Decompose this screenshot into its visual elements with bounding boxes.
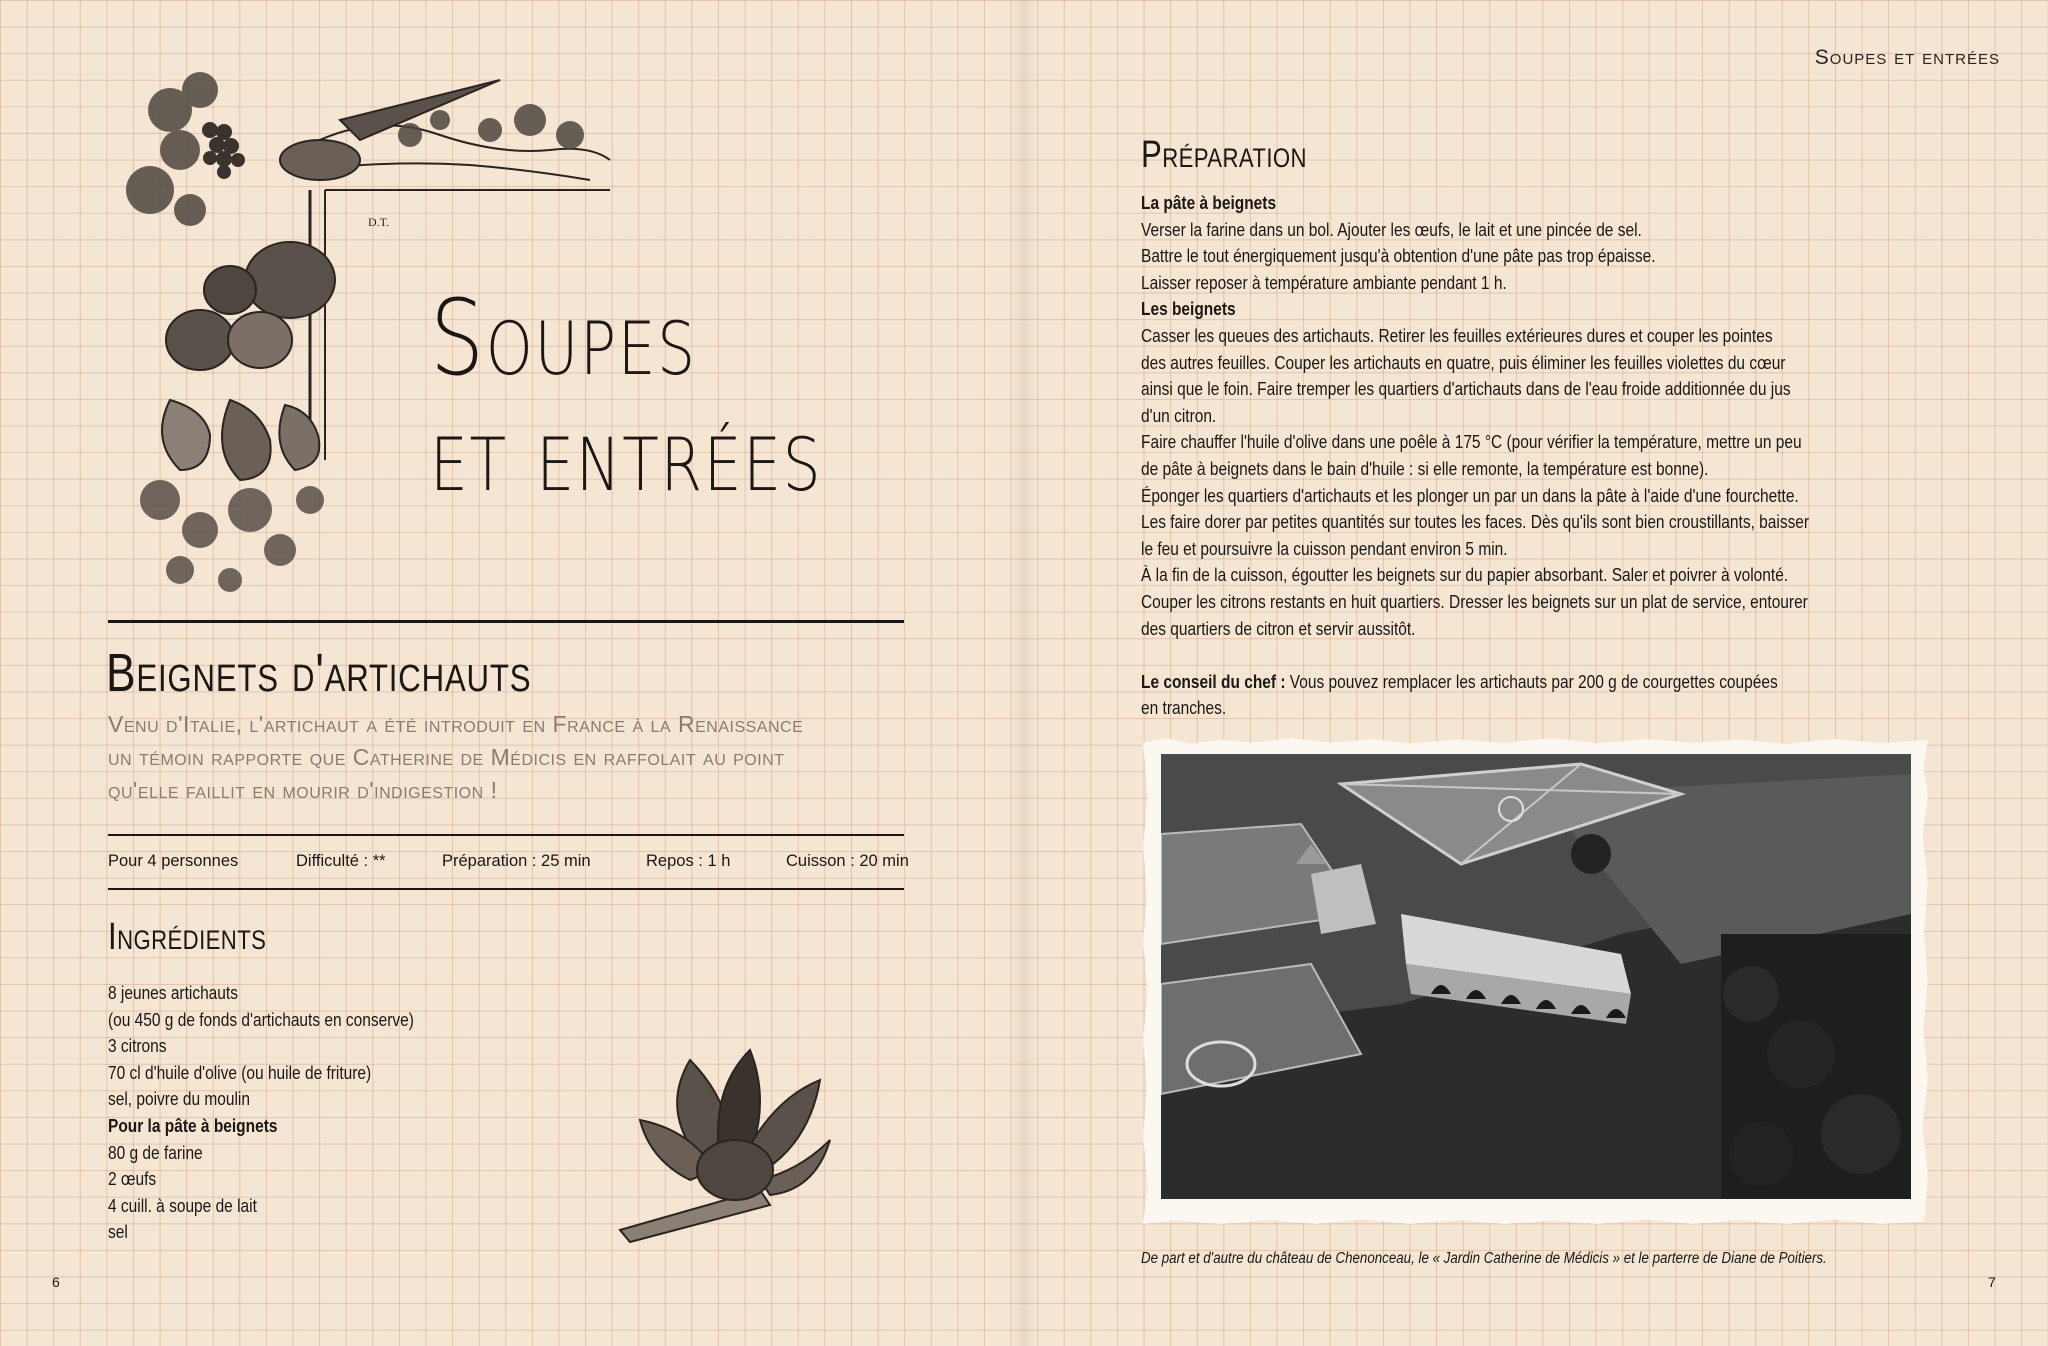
step-line: le feu et poursuivre la cuisson pendant environ 5 min. — [1141, 538, 1508, 559]
recipe-intro-line: Venu d'Italie, l'artichaut a été introduit en France à la Renaissance — [108, 711, 804, 737]
servings: Pour 4 personnes — [108, 852, 239, 870]
photo-caption: De part et d'autre du château de Chenonceau, le « Jardin Catherine de Médicis » et le parterre de Diane de Poitiers. — [1141, 1250, 1827, 1267]
step-line: Laisser reposer à température ambiante pendant 1 h. — [1141, 272, 1507, 293]
ingredients-heading: Ingrédients — [108, 916, 267, 958]
step-line: À la fin de la cuisson, égoutter les beignets sur du papier absorbant. Saler et poivrer à volonté. — [1141, 565, 1789, 586]
running-header: Soupes et entrées — [1814, 46, 2000, 69]
ingredient-item: 2 œufs — [108, 1169, 157, 1190]
step-line: Verser la farine dans un bol. Ajouter les œufs, le lait et une pincée de sel. — [1141, 219, 1642, 240]
batter-subheading: La pâte à beignets — [1141, 193, 1277, 213]
ingredient-item: sel, poivre du moulin — [108, 1089, 250, 1110]
chapter-title-line-1: Soupes — [430, 277, 697, 399]
step-line: de pâte à beignets dans le bain d'huile : si elle remonte, la température est bonne). — [1141, 458, 1709, 479]
rest-time: Repos : 1 h — [646, 852, 731, 870]
step-line: Faire chauffer l'huile d'olive dans une poêle à 175 °C (pour vérifier la température, mettre un peu — [1141, 432, 1802, 453]
ingredient-item: sel — [108, 1222, 128, 1243]
preparation-heading: Préparation — [1141, 134, 1307, 176]
ingredient-item: 80 g de farine — [108, 1142, 203, 1163]
step-line: d'un citron. — [1141, 405, 1217, 426]
step-line: Éponger les quartiers d'artichauts et les plonger un par un dans la pâte à l'aide d'une fourchette. — [1141, 485, 1799, 506]
batter-subheading: Pour la pâte à beignets — [108, 1115, 278, 1136]
title-rule-top — [108, 620, 904, 623]
ingredient-item: (ou 450 g de fonds d'artichauts en conserve) — [108, 1009, 414, 1030]
recipe-intro — [108, 708, 868, 807]
cooking-time: Cuisson : 20 min — [786, 852, 909, 870]
difficulty: Difficulté : ** — [296, 852, 386, 870]
ingredient-item: 4 cuill. à soupe de lait — [108, 1195, 257, 1216]
chef-tip — [1141, 669, 1829, 696]
chateau-aerial-photo — [1161, 754, 1911, 1199]
ingredient-item: 3 citrons — [108, 1036, 167, 1057]
meta-rule-bottom — [108, 888, 904, 890]
step-line: des autres feuilles. Couper les artichauts en quatre, puis éliminer les feuilles violettes du cœur — [1141, 352, 1786, 373]
preparation-body — [1141, 190, 1941, 722]
recipe-intro-line: qu'elle faillit en mourir d'indigestion ! — [108, 777, 498, 803]
chef-tip-continued: en tranches. — [1141, 698, 1227, 719]
step-line: des quartiers de citron et servir aussitôt. — [1141, 618, 1416, 639]
chapter-title-line-2: et entrées — [430, 393, 823, 515]
recipe-title: Beignets d'artichauts — [106, 643, 532, 703]
ingredient-item: 70 cl d'huile d'olive (ou huile de friture) — [108, 1062, 372, 1083]
step-line: Casser les queues des artichauts. Retirer les feuilles extérieures dures et couper les pointes — [1141, 325, 1773, 346]
chapter-title — [430, 277, 840, 515]
recipe-meta-row — [108, 852, 909, 874]
fritters-subheading: Les beignets — [1141, 299, 1236, 320]
spacer — [1141, 642, 1829, 669]
ingredient-item: 8 jeunes artichauts — [108, 983, 238, 1003]
ingredients-list — [108, 980, 528, 1246]
page-number-left: 6 — [52, 1274, 60, 1290]
book-gutter — [1012, 0, 1036, 1346]
step-line: Battre le tout énergiquement jusqu'à obtention d'une pâte pas trop épaisse. — [1141, 246, 1656, 267]
page-number-right: 7 — [1988, 1274, 1996, 1290]
step-line: Couper les citrons restants en huit quartiers. Dresser les beignets sur un plat de service, entourer — [1141, 591, 1808, 612]
chef-tip-label: Le conseil du chef : — [1141, 671, 1286, 692]
chef-tip-text: Vous pouvez remplacer les artichauts par 200 g de courgettes coupées — [1285, 671, 1778, 692]
artichoke-engraving-illustration — [600, 1030, 900, 1250]
engraving-monogram: D.T. — [368, 215, 390, 229]
preparation-time: Préparation : 25 min — [442, 852, 591, 870]
meta-rule-top — [108, 834, 904, 836]
step-line: Les faire dorer par petites quantités sur toutes les faces. Dès qu'ils sont bien croustillants, baisser — [1141, 512, 1810, 533]
recipe-intro-line: un témoin rapporte que Catherine de Médicis en raffolait au point — [108, 744, 785, 770]
step-line: ainsi que le foin. Faire tremper les quartiers d'artichauts dans de l'eau froide additionnée du jus — [1141, 379, 1791, 400]
